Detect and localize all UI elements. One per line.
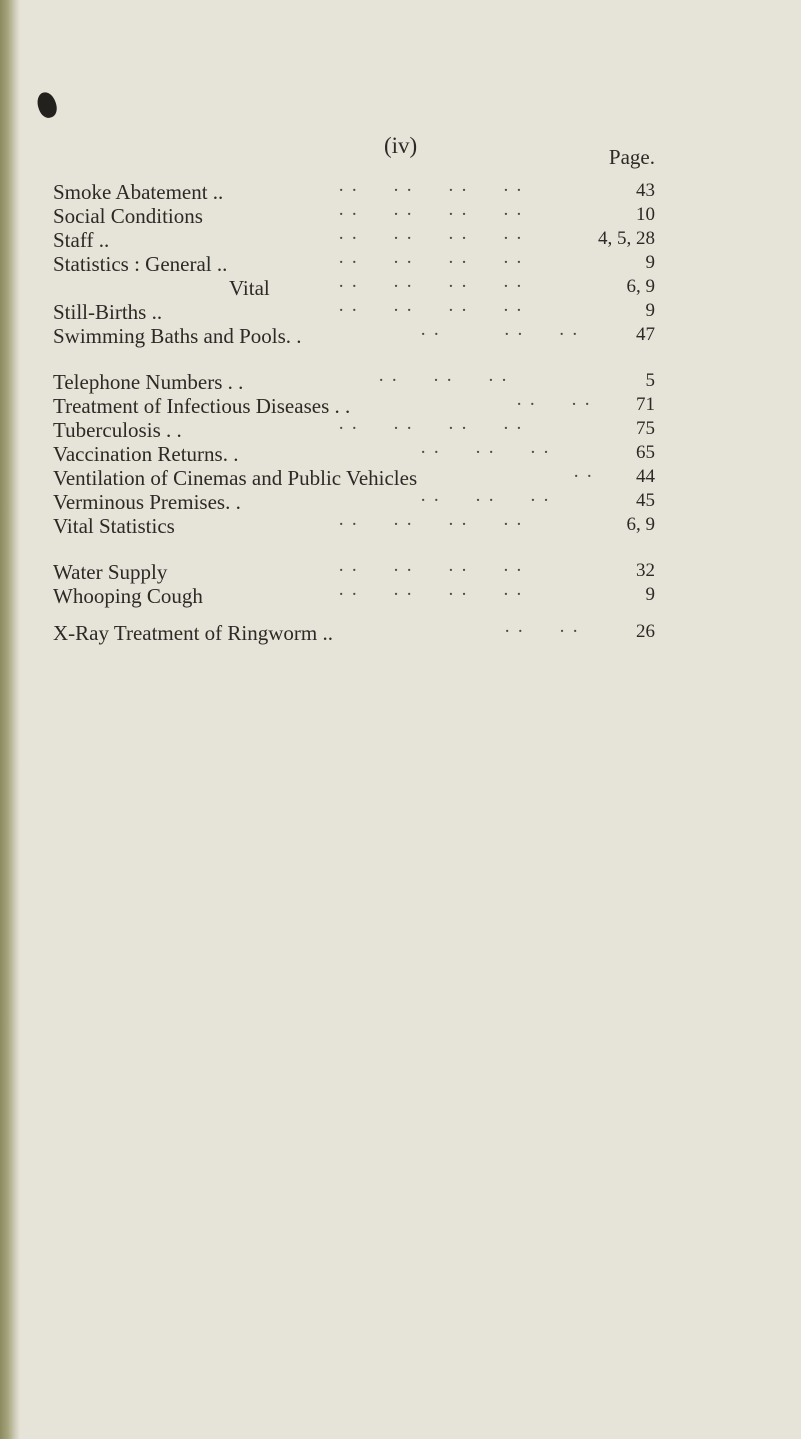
leader-dots: · · · · · · · ·: [338, 418, 524, 439]
index-entry: [0, 621, 801, 645]
ink-blot: [34, 90, 59, 120]
index-entry: [0, 228, 801, 252]
index-entry: [0, 490, 801, 514]
entry-page: 10: [636, 204, 655, 225]
index-entry: [0, 204, 801, 228]
index-entry: [0, 252, 801, 276]
leader-dots: · · · · · · · ·: [338, 560, 524, 581]
index-entry: [0, 466, 801, 490]
index-entry: [0, 300, 801, 324]
leader-dots: · · · · · · · ·: [338, 180, 524, 201]
leader-dots: · · · · · ·: [378, 370, 509, 391]
entry-label: Still-Births ..: [53, 300, 163, 324]
entry-label: Telephone Numbers . .: [53, 370, 244, 394]
entry-page: 32: [636, 560, 655, 581]
entry-page: 43: [636, 180, 655, 201]
entry-page: 71: [636, 394, 655, 415]
entry-label: Treatment of Infectious Diseases . .: [53, 394, 351, 418]
index-entry: [0, 442, 801, 466]
entry-label: Vital Statistics: [53, 514, 175, 538]
leader-dots: · · · · · · · ·: [338, 514, 524, 535]
entry-label: Staff ..: [53, 228, 110, 252]
entry-page: 47: [636, 324, 655, 345]
entry-page: 9: [645, 584, 655, 605]
page-folio: (iv): [384, 133, 418, 158]
leader-dots: · · · · · · · ·: [338, 584, 524, 605]
entry-page: 65: [636, 442, 655, 463]
entry-label: Vaccination Returns. .: [53, 442, 239, 466]
leader-dots: · · · · · ·: [420, 442, 551, 463]
leader-dots: · · · · · · · ·: [338, 228, 524, 249]
index-entry: [0, 180, 801, 204]
entry-page: 9: [645, 252, 655, 273]
index-entry: [0, 560, 801, 584]
entry-page: 26: [636, 621, 655, 642]
entry-label: Ventilation of Cinemas and Public Vehicles: [53, 466, 418, 490]
leader-dots: · · · ·: [516, 394, 592, 415]
entry-label: Whooping Cough: [53, 584, 203, 608]
leader-dots: · · · · · · · ·: [338, 276, 524, 297]
entry-page: 4, 5, 28: [598, 228, 655, 249]
entry-label: Smoke Abatement ..: [53, 180, 224, 204]
entry-label: Swimming Baths and Pools. .: [53, 324, 302, 348]
leader-dots: · · · · · · · ·: [338, 300, 524, 321]
page-column-heading: Page.: [608, 145, 655, 169]
index-entry: [0, 394, 801, 418]
entry-page: 6, 9: [626, 514, 655, 535]
leader-dots: · ·: [573, 466, 594, 487]
entry-page: 75: [636, 418, 655, 439]
entry-label: Statistics : General ..: [53, 252, 228, 276]
entry-page: 5: [645, 370, 655, 391]
leader-dots: · · · ·: [504, 621, 580, 642]
index-entry: [0, 514, 801, 538]
entry-label: Tuberculosis . .: [53, 418, 182, 442]
entry-label: Water Supply: [53, 560, 168, 584]
entry-page: 6, 9: [626, 276, 655, 297]
index-entry: [0, 276, 801, 300]
leader-dots: · · · · · ·: [420, 324, 579, 345]
entry-label: Vital: [229, 276, 270, 300]
index-entry: [0, 324, 801, 348]
leader-dots: · · · · · · · ·: [338, 204, 524, 225]
entry-label: X-Ray Treatment of Ringworm ..: [53, 621, 333, 645]
entry-page: 45: [636, 490, 655, 511]
index-entry: [0, 418, 801, 442]
index-entry: [0, 584, 801, 608]
leader-dots: · · · · · ·: [420, 490, 551, 511]
entry-label: Social Conditions: [53, 204, 203, 228]
entry-label: Verminous Premises. .: [53, 490, 241, 514]
leader-dots: · · · · · · · ·: [338, 252, 524, 273]
index-entry: [0, 370, 801, 394]
entry-page: 9: [645, 300, 655, 321]
entry-page: 44: [636, 466, 655, 487]
